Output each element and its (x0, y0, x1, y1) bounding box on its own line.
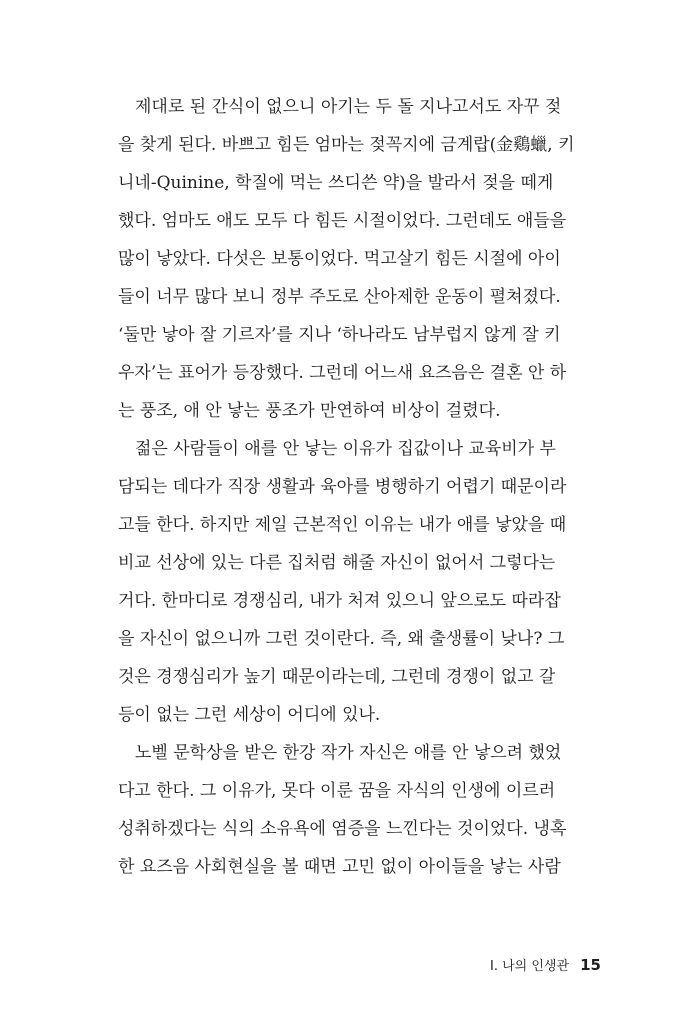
text-line: 제대로 된 간식이 없으니 아기는 두 돌 지나고서도 자꾸 젖 (135, 97, 562, 117)
text-line: 을 자신이 없으니까 그런 것이란다. 즉, 왜 출생률이 낮나? 그 (118, 629, 565, 649)
text-line: 노벨 문학상을 받은 한강 작가 자신은 애를 안 낳으려 했었 (135, 743, 562, 763)
text-line: 거다. 한마디로 경쟁심리, 내가 처져 있으니 앞으로도 따라잡 (118, 591, 561, 611)
text-line: 는 풍조, 애 안 낳는 풍조가 만연하여 비상이 걸렸다. (118, 401, 501, 421)
text-line: 비교 선상에 있는 다른 집처럼 해줄 자신이 없어서 그렇다는 (118, 553, 556, 573)
text-line: 많이 낳았다. 다섯은 보통이었다. 먹고살기 힘든 시절에 아이 (118, 249, 561, 269)
text-line: 성취하겠다는 식의 소유욕에 염증을 느낀다는 것이었다. 냉혹 (118, 819, 567, 839)
text-line: 것은 경쟁심리가 높기 때문이라는데, 그런데 경쟁이 없고 갈 (118, 667, 556, 687)
page-number: 15 (580, 956, 601, 974)
text-line: ‘둘만 낳아 잘 기르자’를 지나 ‘하나라도 남부럽지 않게 잘 키 (118, 325, 561, 345)
chapter-title: Ⅰ. 나의 인생관 (490, 959, 570, 974)
text-line: 다고 한다. 그 이유가, 못다 이룬 꿈을 자식의 인생에 이르러 (118, 781, 556, 801)
text-line: 했다. 엄마도 애도 모두 다 힘든 시절이었다. 그런데도 애들을 (118, 211, 567, 231)
text-line: 을 찾게 된다. 바쁘고 힘든 엄마는 젖꼭지에 금계랍(金鷄蠟, 키 (118, 135, 575, 155)
text-line: 한 요즈음 사회현실을 볼 때면 고민 없이 아이들을 낳는 사람 (118, 857, 561, 877)
text-line: 고들 한다. 하지만 제일 근본적인 이유는 내가 애를 낳았을 때 (118, 515, 567, 535)
body-text (118, 88, 604, 886)
page-footer (490, 955, 601, 974)
text-line: 니네-Quinine, 학질에 먹는 쓰디쓴 약)을 발라서 젖을 떼게 (118, 173, 554, 193)
text-line: 젊은 사람들이 애를 안 낳는 이유가 집값이나 교육비가 부 (135, 439, 556, 459)
text-line: 담되는 데다가 직장 생활과 육아를 병행하기 어렵기 때문이라 (118, 477, 567, 497)
text-line: 우자’는 표어가 등장했다. 그런데 어느새 요즈음은 결혼 안 하 (118, 363, 567, 383)
text-line: 들이 너무 많다 보니 정부 주도로 산아제한 운동이 펼쳐졌다. (118, 287, 561, 307)
text-line: 등이 없는 그런 세상이 어디에 있나. (118, 705, 381, 725)
